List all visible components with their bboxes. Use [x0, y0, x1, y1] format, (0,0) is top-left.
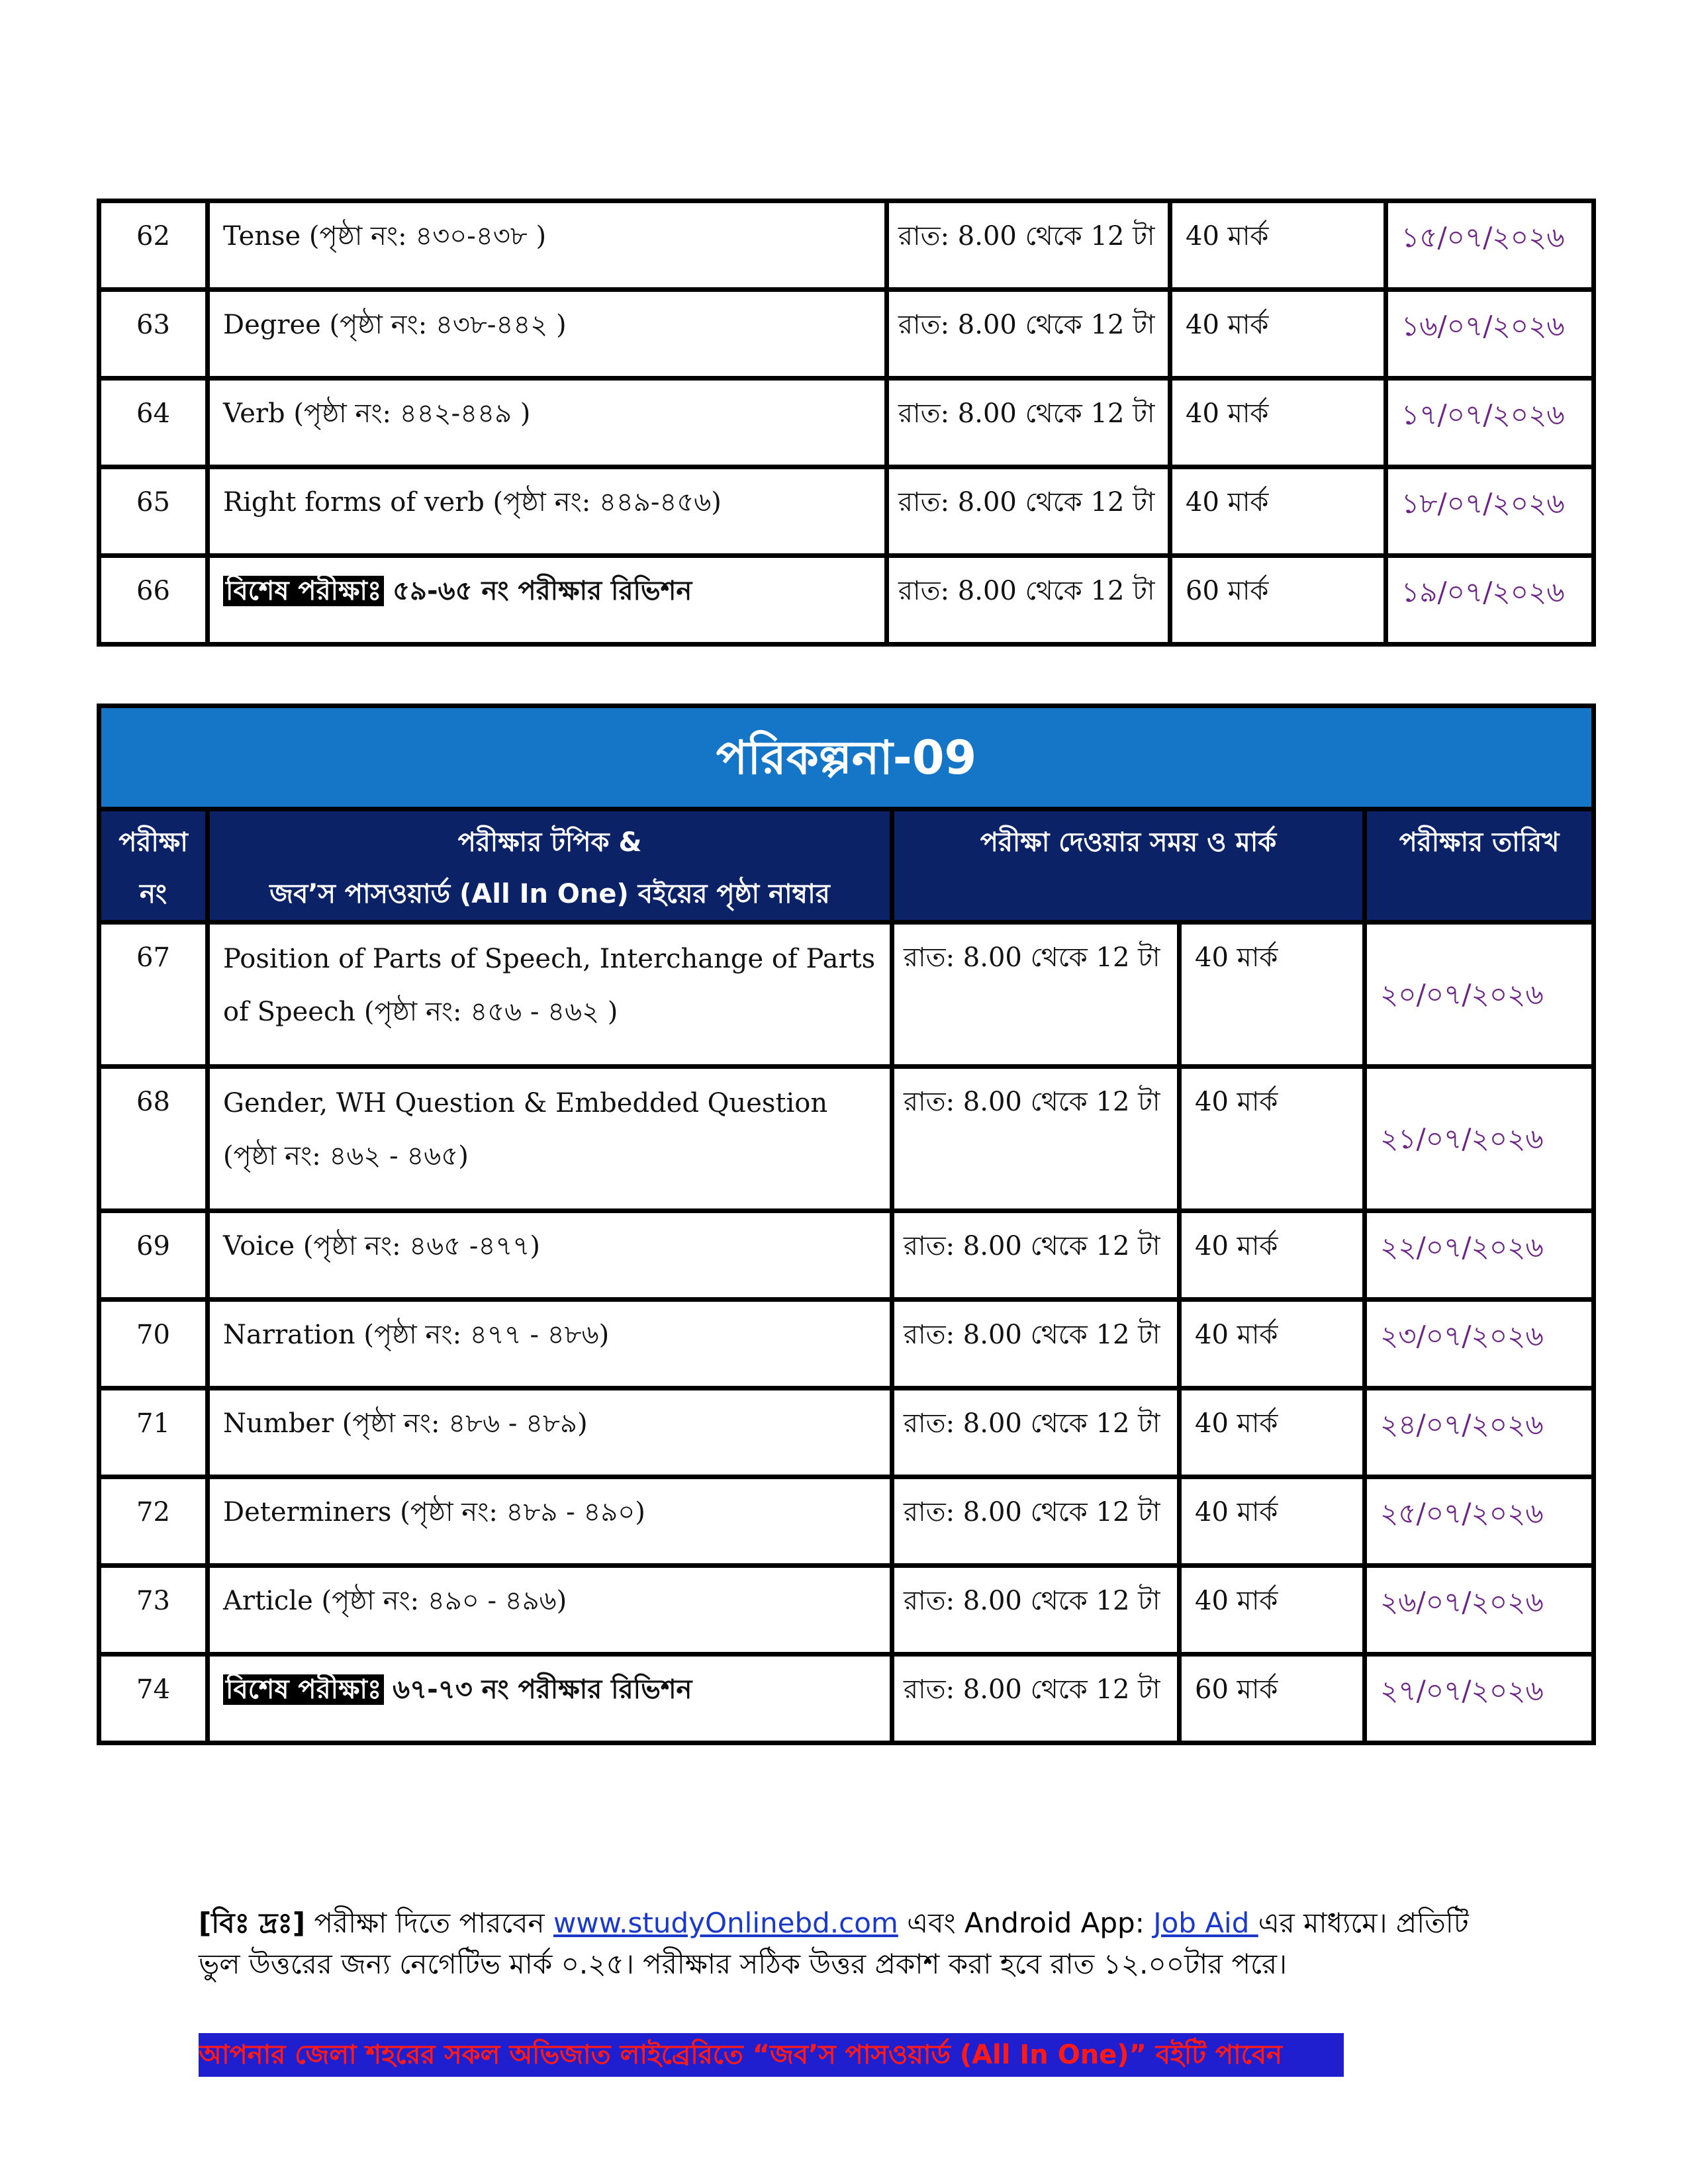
exam-mark: 40 মার্ক	[1170, 467, 1386, 556]
exam-number: 66	[99, 556, 208, 645]
exam-topic: Number (পৃষ্ঠা নং: ৪৮৬ - ৪৮৯)	[208, 1388, 892, 1477]
plan-title: পরিকল্পনা-09	[99, 706, 1594, 809]
exam-time: রাত: 8.00 থেকে 12 টা	[887, 556, 1170, 645]
header-date: পরীক্ষার তারিখ	[1365, 809, 1594, 923]
exam-topic: Determiners (পৃষ্ঠা নং: ৪৮৯ - ৪৯০)	[208, 1477, 892, 1566]
exam-table-2	[97, 704, 1596, 1745]
exam-date: ২১/০৭/২০২৬	[1365, 1067, 1594, 1211]
special-exam-badge: বিশেষ পরীক্ষাঃ	[223, 576, 384, 606]
exam-date: ২৬/০৭/২০২৬	[1365, 1566, 1594, 1655]
exam-topic: Degree (পৃষ্ঠা নং: ৪৩৮-৪৪২ )	[208, 290, 887, 379]
exam-number: 63	[99, 290, 208, 379]
note-text-3: এর মাধ্যমে। প্রতিটি ভুল উত্তরের জন্য নেগেটিভ মার্ক ০.২৫। পরীক্ষার সঠিক উত্তর প্রকাশ করা হবে রাত ১২.০০টার পরে।	[199, 1907, 1469, 1980]
exam-time: রাত: 8.00 থেকে 12 টা	[887, 379, 1170, 467]
exam-topic: Position of Parts of Speech, Interchange of Parts of Speech (পৃষ্ঠা নং: ৪৫৬ - ৪৬২ )	[208, 923, 892, 1067]
header-exam-number	[99, 809, 208, 923]
exam-topic: Tense (পৃষ্ঠা নং: ৪৩০-৪৩৮ )	[208, 201, 887, 290]
exam-mark: 60 মার্ক	[1170, 556, 1386, 645]
exam-date: ১৮/০৭/২০২৬	[1386, 467, 1594, 556]
exam-mark: 60 মার্ক	[1180, 1655, 1365, 1743]
exam-date: ১৭/০৭/২০২৬	[1386, 379, 1594, 467]
exam-date: ১৫/০৭/২০২৬	[1386, 201, 1594, 290]
table-row	[99, 201, 1594, 290]
exam-number: 73	[99, 1566, 208, 1655]
exam-date: ২৩/০৭/২০২৬	[1365, 1300, 1594, 1388]
table-row	[99, 290, 1594, 379]
exam-number: 68	[99, 1067, 208, 1211]
exam-topic: Right forms of verb (পৃষ্ঠা নং: ৪৪৯-৪৫৬)	[208, 467, 887, 556]
exam-date: ২৪/০৭/২০২৬	[1365, 1388, 1594, 1477]
exam-table-1	[97, 199, 1596, 647]
exam-time: রাত: 8.00 থেকে 12 টা	[892, 1388, 1180, 1477]
exam-time: রাত: 8.00 থেকে 12 টা	[892, 923, 1180, 1067]
exam-number: 69	[99, 1211, 208, 1300]
exam-date: ১৯/০৭/২০২৬	[1386, 556, 1594, 645]
header-exam-number-line1: পরীক্ষা	[118, 827, 188, 858]
header-topic	[208, 809, 892, 923]
table-row	[99, 1655, 1594, 1743]
exam-mark: 40 মার্ক	[1170, 290, 1386, 379]
exam-mark: 40 মার্ক	[1180, 1067, 1365, 1211]
table-row	[99, 467, 1594, 556]
exam-mark: 40 মার্ক	[1180, 923, 1365, 1067]
exam-number: 62	[99, 201, 208, 290]
note-text-1: পরীক্ষা দিতে পারবেন	[305, 1907, 553, 1939]
exam-number: 72	[99, 1477, 208, 1566]
plan-title-row	[99, 706, 1594, 809]
exam-date: ২৫/০৭/২০২৬	[1365, 1477, 1594, 1566]
exam-mark: 40 মার্ক	[1180, 1300, 1365, 1388]
table-row	[99, 1211, 1594, 1300]
exam-number: 71	[99, 1388, 208, 1477]
header-topic-line1: পরীক্ষার টপিক &	[457, 827, 642, 858]
exam-topic-special	[208, 556, 887, 645]
exam-mark: 40 মার্ক	[1170, 201, 1386, 290]
table-row	[99, 1300, 1594, 1388]
exam-topic: Verb (পৃষ্ঠা নং: ৪৪২-৪৪৯ )	[208, 379, 887, 467]
table-row	[99, 923, 1594, 1067]
exam-time: রাত: 8.00 থেকে 12 টা	[887, 290, 1170, 379]
table-row	[99, 1566, 1594, 1655]
exam-topic: Gender, WH Question & Embedded Question (পৃষ্ঠা নং: ৪৬২ - ৪৬৫)	[208, 1067, 892, 1211]
exam-topic: Narration (পৃষ্ঠা নং: ৪৭৭ - ৪৮৬)	[208, 1300, 892, 1388]
study-online-link[interactable]: www.studyOnlinebd.com	[553, 1907, 898, 1939]
note-text-2: এবং Android App:	[898, 1907, 1154, 1939]
exam-mark: 40 মার্ক	[1180, 1211, 1365, 1300]
exam-date: ২৭/০৭/২০২৬	[1365, 1655, 1594, 1743]
header-time-mark: পরীক্ষা দেওয়ার সময় ও মার্ক	[892, 809, 1365, 923]
table-row	[99, 1067, 1594, 1211]
exam-time: রাত: 8.00 থেকে 12 টা	[892, 1566, 1180, 1655]
header-exam-number-line2: নং	[139, 879, 167, 909]
exam-number: 67	[99, 923, 208, 1067]
header-row	[99, 809, 1594, 923]
exam-date: ২০/০৭/২০২৬	[1365, 923, 1594, 1067]
exam-number: 74	[99, 1655, 208, 1743]
table-row	[99, 379, 1594, 467]
table-row	[99, 556, 1594, 645]
table-row	[99, 1388, 1594, 1477]
promo-banner: আপনার জেলা শহরের সকল অভিজাত লাইব্রেরিতে “জব’স পাসওয়ার্ড (All In One)” বইটি পাবেন	[199, 2033, 1344, 2077]
header-topic-line2: জব’স পাসওয়ার্ড (All In One) বইয়ের পৃষ্ঠা নাম্বার	[269, 879, 830, 909]
special-exam-badge: বিশেষ পরীক্ষাঃ	[223, 1674, 384, 1705]
job-aid-link[interactable]: Job Aid	[1153, 1907, 1258, 1939]
exam-time: রাত: 8.00 থেকে 12 টা	[887, 201, 1170, 290]
exam-time: রাত: 8.00 থেকে 12 টা	[892, 1655, 1180, 1743]
exam-time: রাত: 8.00 থেকে 12 টা	[892, 1067, 1180, 1211]
exam-time: রাত: 8.00 থেকে 12 টা	[892, 1211, 1180, 1300]
exam-mark: 40 মার্ক	[1180, 1477, 1365, 1566]
exam-topic: Voice (পৃষ্ঠা নং: ৪৬৫ -৪৭৭)	[208, 1211, 892, 1300]
exam-number: 70	[99, 1300, 208, 1388]
exam-time: রাত: 8.00 থেকে 12 টা	[887, 467, 1170, 556]
exam-date: ১৬/০৭/২০২৬	[1386, 290, 1594, 379]
footer-note	[199, 1903, 1489, 1985]
exam-mark: 40 মার্ক	[1180, 1388, 1365, 1477]
exam-topic-special	[208, 1655, 892, 1743]
exam-mark: 40 মার্ক	[1170, 379, 1386, 467]
exam-number: 65	[99, 467, 208, 556]
revision-text: ৫৯-৬৫ নং পরীক্ষার রিভিশন	[393, 576, 692, 606]
note-prefix: [বিঃ দ্রঃ]	[199, 1907, 306, 1939]
revision-text: ৬৭-৭৩ নং পরীক্ষার রিভিশন	[393, 1674, 692, 1705]
exam-topic: Article (পৃষ্ঠা নং: ৪৯০ - ৪৯৬)	[208, 1566, 892, 1655]
exam-time: রাত: 8.00 থেকে 12 টা	[892, 1477, 1180, 1566]
table-row	[99, 1477, 1594, 1566]
exam-time: রাত: 8.00 থেকে 12 টা	[892, 1300, 1180, 1388]
exam-mark: 40 মার্ক	[1180, 1566, 1365, 1655]
exam-number: 64	[99, 379, 208, 467]
exam-date: ২২/০৭/২০২৬	[1365, 1211, 1594, 1300]
